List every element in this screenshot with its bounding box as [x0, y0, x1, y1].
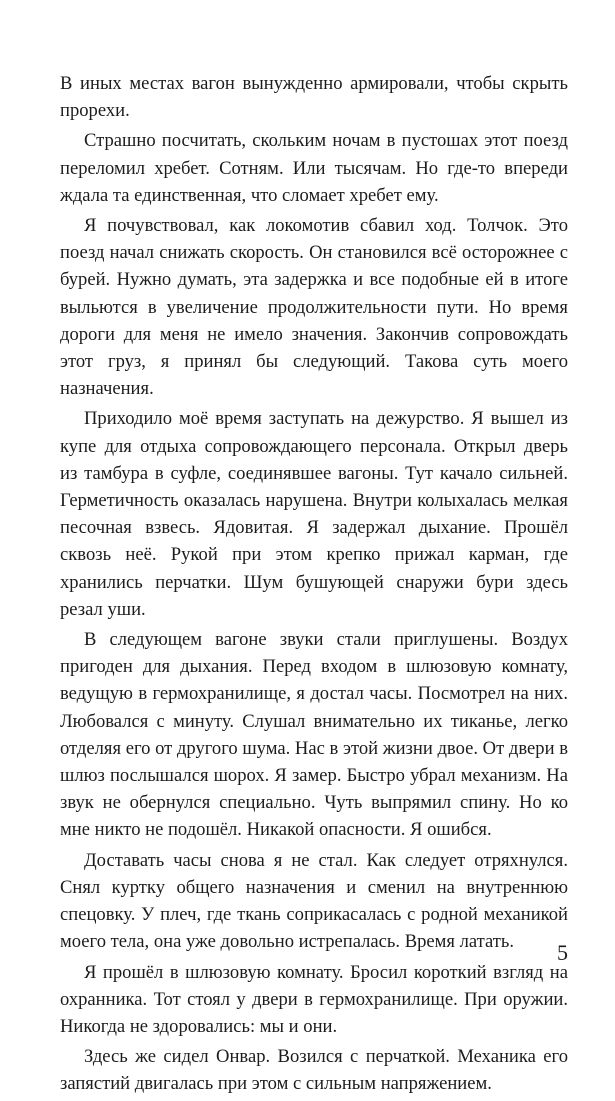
paragraph: Я прошёл в шлюзовую комнату. Бросил короткий взгляд на охранника. Тот стоял у двери в гермохранилище. При оружии. Никогда не здоровались: мы и они. — [60, 961, 568, 1037]
page-body — [60, 70, 568, 1101]
paragraph: Доставать часы снова я не стал. Как следует отряхнулся. Снял куртку общего назначения и сменил на внутреннюю спецовку. У плеч, где ткань соприкасалась с родной механикой моего тела, она уже довольно истрепалась. Время латать. — [60, 849, 568, 953]
page-number: 5 — [557, 940, 568, 965]
paragraph: Я почувствовал, как локомотив сбавил ход. Толчок. Это поезд начал снижать скорость. Он становился всё осторожнее с бурей. Нужно думать, эта задержка и все подобные ей в итоге выльются в увеличение продолжительности пути. Но время дороги для меня не имело значения. Закончив сопровождать этот груз, я принял бы следующий. Такова суть моего назначения. — [60, 215, 568, 400]
paragraph: Страшно посчитать, скольким ночам в пустошах этот поезд переломил хребет. Сотням. Или тысячам. Но где-то впереди ждала та единственная, что сломает хребет ему. — [60, 130, 568, 206]
paragraph: В иных местах вагон вынужденно армировали, чтобы скрыть прорехи. — [60, 73, 568, 122]
paragraph: В следующем вагоне звуки стали приглушены. Воздух пригоден для дыхания. Перед входом в шлюзовую комнату, ведущую в гермохранилище, я достал часы. Посмотрел на них. Любовался с минуту. Слушал внимательно их тиканье, легко отделяя его от другого шума. Нас в этой жизни двое. От двери в шлюз послышался шорох. Я замер. Быстро убрал механизм. На звук не обернулся специально. Чуть выпрямил спину. Но ко мне никто не подошёл. Никакой опасности. Я ошибся. — [60, 629, 568, 841]
paragraph: Приходило моё время заступать на дежурство. Я вышел из купе для отдыха сопровождающего персонала. Открыл дверь из тамбура в суфле, соединявшее вагоны. Тут качало сильней. Герметичность оказалась нарушена. Внутри колыхалась мелкая песочная взвесь. Ядовитая. Я задержал дыхание. Прошёл сквозь неё. Рукой при этом крепко прижал карман, где хранились перчатки. Шум бушующей снаружи бури здесь резал уши. — [60, 408, 568, 620]
paragraph: Здесь же сидел Онвар. Возился с перчаткой. Механика его запястий двигалась при этом с сильным напряжением. — [60, 1046, 568, 1095]
